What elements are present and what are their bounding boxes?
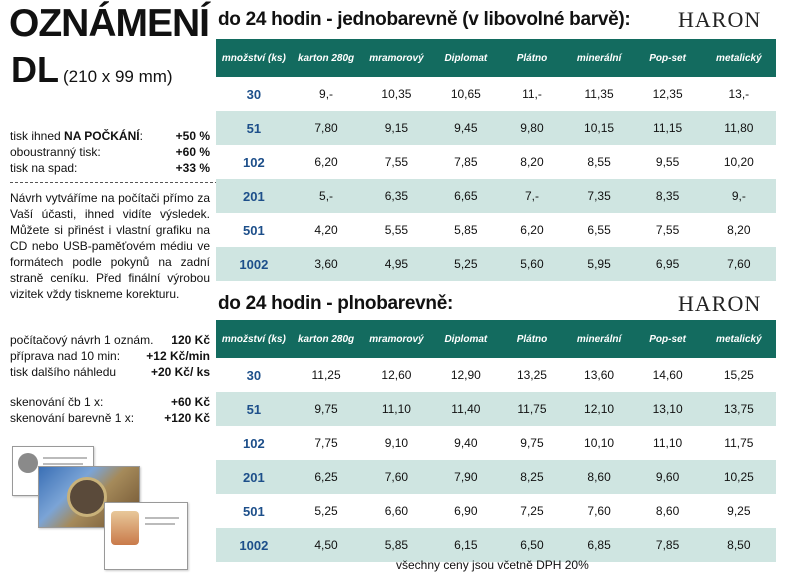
fee-row (10, 332, 210, 348)
price-cell: 9,- (702, 179, 776, 213)
surcharge-label: tisk na spad: (10, 161, 78, 175)
price-cell: 9,25 (702, 494, 776, 528)
table-row (216, 111, 776, 145)
fee-label: skenování čb 1 x: (10, 395, 104, 409)
price-cell: 10,25 (702, 460, 776, 494)
vat-note: všechny ceny jsou včetně DPH 20% (396, 558, 589, 572)
price-cell: 8,20 (702, 213, 776, 247)
price-cell: 6,20 (292, 145, 361, 179)
table-row (216, 247, 776, 281)
flower-image (111, 511, 139, 545)
price-cell: 8,60 (565, 460, 634, 494)
price-cell: 6,65 (432, 179, 499, 213)
price-cell: 5,25 (292, 494, 361, 528)
price-cell: 10,20 (702, 145, 776, 179)
price-cell: 11,10 (634, 426, 702, 460)
price-cell: 13,60 (565, 358, 634, 392)
price-cell: 7,- (499, 179, 564, 213)
price-cell: 7,90 (432, 460, 499, 494)
price-cell: 4,50 (292, 528, 361, 562)
price-cell: 5,- (292, 179, 361, 213)
quantity-cell: 201 (216, 179, 292, 213)
table-title-mono: do 24 hodin - jednobarevně (v libovolné barvě): (218, 9, 631, 30)
quantity-cell: 1002 (216, 528, 292, 562)
price-cell: 7,25 (499, 494, 564, 528)
quantity-cell: 1002 (216, 247, 292, 281)
price-cell: 9,- (292, 77, 361, 111)
price-cell: 7,80 (292, 111, 361, 145)
table-row (216, 213, 776, 247)
table-row (216, 358, 776, 392)
fee-value: +60 Kč (170, 395, 210, 409)
table-row (216, 145, 776, 179)
page-title: OZNÁMENÍ (9, 2, 209, 45)
fee-row (10, 394, 210, 410)
quantity-cell: 51 (216, 392, 292, 426)
fee-list-design (10, 332, 210, 380)
price-cell: 14,60 (634, 358, 702, 392)
surcharge-row (10, 144, 210, 160)
price-cell: 8,20 (499, 145, 564, 179)
quantity-cell: 102 (216, 145, 292, 179)
surcharge-list (10, 128, 210, 176)
quantity-cell: 51 (216, 111, 292, 145)
column-header: Diplomat (432, 39, 499, 77)
fee-label: počítačový návrh 1 oznám. (10, 333, 154, 347)
quantity-cell: 30 (216, 358, 292, 392)
price-cell: 13,25 (499, 358, 564, 392)
price-cell: 9,45 (432, 111, 499, 145)
price-cell: 11,80 (702, 111, 776, 145)
price-cell: 5,55 (360, 213, 432, 247)
table-row (216, 426, 776, 460)
table-row (216, 392, 776, 426)
price-cell: 7,60 (565, 494, 634, 528)
column-header: Diplomat (432, 320, 499, 358)
price-cell: 9,80 (499, 111, 564, 145)
column-header: karton 280g (292, 39, 361, 77)
sample-cards-image (12, 444, 188, 572)
price-table-mono (216, 39, 776, 281)
column-header: metalický (702, 39, 776, 77)
price-cell: 11,75 (702, 426, 776, 460)
price-cell: 5,60 (499, 247, 564, 281)
price-cell: 9,40 (432, 426, 499, 460)
fee-row (10, 348, 210, 364)
quantity-cell: 201 (216, 460, 292, 494)
seal-image (18, 453, 38, 473)
price-cell: 10,10 (565, 426, 634, 460)
price-cell: 6,20 (499, 213, 564, 247)
brand-logo-2: HARON (678, 291, 762, 316)
price-cell: 11,- (499, 77, 564, 111)
fee-label: tisk dalšího náhledu (10, 365, 117, 379)
column-header: minerální (565, 320, 634, 358)
fee-value: +12 Kč/min (146, 349, 210, 363)
price-cell: 7,55 (634, 213, 702, 247)
price-cell: 6,50 (499, 528, 564, 562)
column-header: minerální (565, 39, 634, 77)
price-cell: 6,25 (292, 460, 361, 494)
page-subtitle (11, 50, 173, 98)
price-cell: 5,85 (432, 213, 499, 247)
price-cell: 9,15 (360, 111, 432, 145)
price-cell: 5,95 (565, 247, 634, 281)
price-cell: 8,60 (634, 494, 702, 528)
quantity-cell: 501 (216, 213, 292, 247)
table-row (216, 494, 776, 528)
fee-value: 120 Kč (171, 333, 210, 347)
surcharge-value: +33 % (175, 161, 210, 175)
price-cell: 6,60 (360, 494, 432, 528)
table-row (216, 77, 776, 111)
price-cell: 13,10 (634, 392, 702, 426)
table-row (216, 528, 776, 562)
price-cell: 7,60 (360, 460, 432, 494)
price-cell: 9,10 (360, 426, 432, 460)
format-name: DL (11, 49, 59, 90)
price-cell: 11,40 (432, 392, 499, 426)
table-header-row (216, 320, 776, 358)
price-cell: 7,85 (432, 145, 499, 179)
price-cell: 6,35 (360, 179, 432, 213)
price-cell: 5,25 (432, 247, 499, 281)
column-header: Plátno (499, 39, 564, 77)
price-cell: 9,75 (499, 426, 564, 460)
price-cell: 6,95 (634, 247, 702, 281)
price-cell: 11,35 (565, 77, 634, 111)
quantity-cell: 501 (216, 494, 292, 528)
price-cell: 13,75 (702, 392, 776, 426)
quantity-cell: 30 (216, 77, 292, 111)
column-header: Pop-set (634, 320, 702, 358)
fee-row (10, 410, 210, 426)
table-row (216, 179, 776, 213)
price-cell: 10,65 (432, 77, 499, 111)
table-header-row (216, 39, 776, 77)
fee-label: skenování barevně 1 x: (10, 411, 135, 425)
price-cell: 9,60 (634, 460, 702, 494)
column-header: množství (ks) (216, 39, 292, 77)
price-cell: 11,10 (360, 392, 432, 426)
price-cell: 7,55 (360, 145, 432, 179)
price-cell: 11,75 (499, 392, 564, 426)
fee-value: +20 Kč/ ks (150, 365, 210, 379)
price-cell: 11,25 (292, 358, 361, 392)
price-cell: 7,60 (702, 247, 776, 281)
fee-label: příprava nad 10 min: (10, 349, 121, 363)
quantity-cell: 102 (216, 426, 292, 460)
fee-value: +120 Kč (164, 411, 210, 425)
price-cell: 6,85 (565, 528, 634, 562)
column-header: množství (ks) (216, 320, 292, 358)
price-cell: 5,85 (360, 528, 432, 562)
price-cell: 10,15 (565, 111, 634, 145)
price-cell: 12,60 (360, 358, 432, 392)
price-cell: 4,95 (360, 247, 432, 281)
price-cell: 12,35 (634, 77, 702, 111)
column-header: metalický (702, 320, 776, 358)
surcharge-label: oboustranný tisk: (10, 145, 101, 159)
price-cell: 6,55 (565, 213, 634, 247)
price-cell: 8,35 (634, 179, 702, 213)
price-table-full (216, 320, 776, 562)
price-cell: 10,35 (360, 77, 432, 111)
price-cell: 12,90 (432, 358, 499, 392)
fee-list-scan (10, 394, 210, 426)
sample-card-3 (104, 502, 188, 570)
column-header: Plátno (499, 320, 564, 358)
price-cell: 3,60 (292, 247, 361, 281)
price-cell: 8,55 (565, 145, 634, 179)
price-cell: 8,50 (702, 528, 776, 562)
surcharge-value: +60 % (175, 145, 210, 159)
column-header: mramorový (360, 320, 432, 358)
price-cell: 13,- (702, 77, 776, 111)
surcharge-label: tisk ihned NA POČKÁNÍ: (10, 129, 143, 143)
brand-logo: HARON (678, 7, 762, 32)
column-header: karton 280g (292, 320, 361, 358)
price-cell: 6,90 (432, 494, 499, 528)
price-cell: 12,10 (565, 392, 634, 426)
price-cell: 15,25 (702, 358, 776, 392)
surcharge-row (10, 160, 210, 176)
price-cell: 7,85 (634, 528, 702, 562)
format-size: (210 x 99 mm) (63, 67, 173, 86)
table-row (216, 460, 776, 494)
table-title-full: do 24 hodin - plnobarevně: (218, 293, 453, 314)
price-cell: 6,15 (432, 528, 499, 562)
price-cell: 11,15 (634, 111, 702, 145)
price-cell: 8,25 (499, 460, 564, 494)
price-cell: 4,20 (292, 213, 361, 247)
column-header: Pop-set (634, 39, 702, 77)
price-cell: 9,75 (292, 392, 361, 426)
divider (10, 182, 238, 183)
surcharge-value: +50 % (175, 129, 210, 143)
fee-row (10, 364, 210, 380)
price-cell: 7,35 (565, 179, 634, 213)
price-cell: 9,55 (634, 145, 702, 179)
price-cell: 7,75 (292, 426, 361, 460)
surcharge-row (10, 128, 210, 144)
column-header: mramorový (360, 39, 432, 77)
description-text: Návrh vytváříme na počítači přímo za Vaší účasti, ihned vidíte výsledek. Můžete si přinést i vlastní grafiku na CD nebo USB-paměťovém médiu ve formátech podle pokynů na zadní straně ceníku. Před finální výrobou vizitek vždy tiskneme korekturu. (10, 191, 210, 301)
